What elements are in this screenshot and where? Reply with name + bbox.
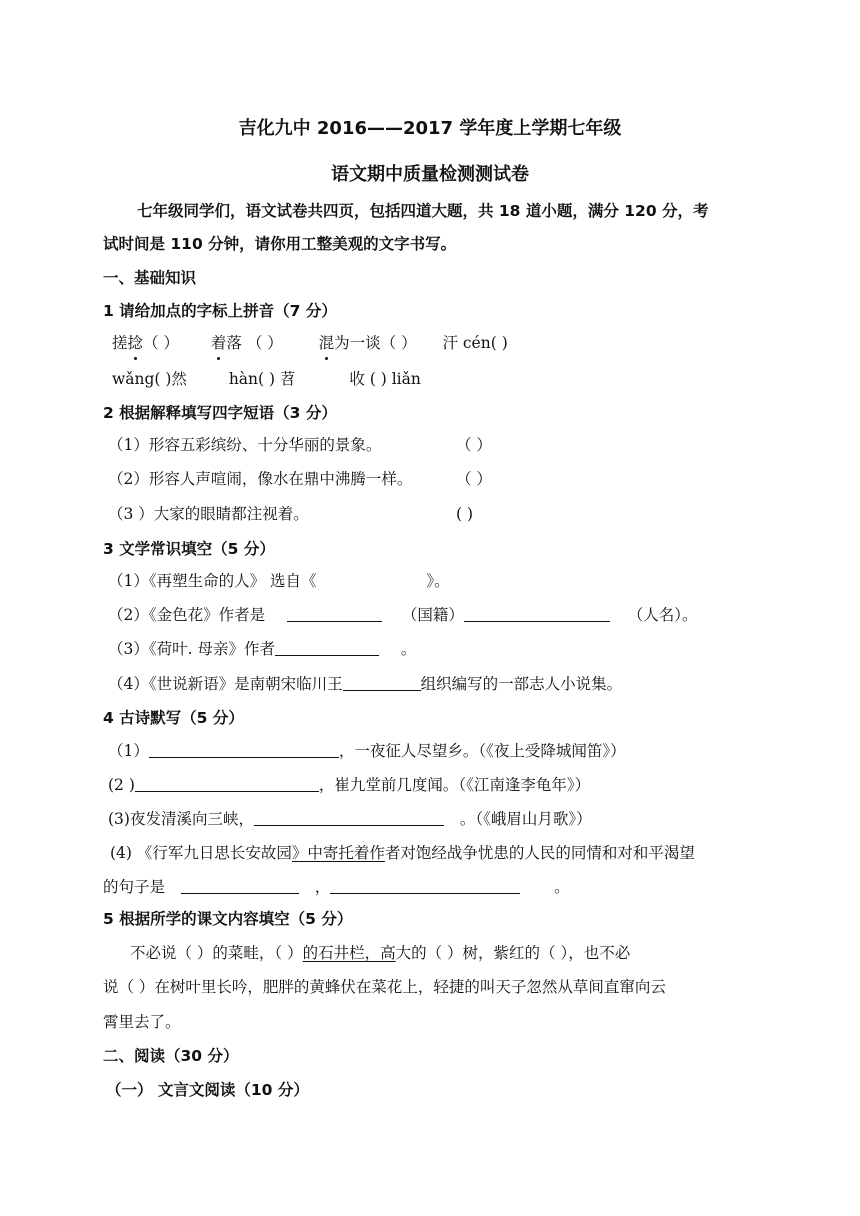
q3-item-3 [108,638,765,660]
q1-dotted-char: 着 [210,334,227,352]
q2-answer-paren[interactable]: （ ） [456,470,492,488]
q4-text: ，崔九堂前几度闻。（《江南逢李龟年》） [318,776,591,794]
q3-text: （人名）。 [627,606,698,624]
q4-text: (2 ) [108,776,135,794]
q5-line1 [130,942,765,964]
q5-line2[interactable]: 说（ ）在树叶里长吟，肥胖的黄蜂伏在菜花上，轻捷的叫天子忽然从草间直窜向云 [103,978,666,996]
q1-pinyin-item[interactable]: wǎng( )然 [112,370,187,388]
q1-pinyin-item[interactable]: 收 ( ) liǎn [349,370,421,388]
q3-text: （4）《世说新语》是南朝宋临川王 [108,675,343,693]
q2-answer-paren[interactable]: ( ) [456,505,474,523]
q3-text: 。 [400,640,417,658]
q5-text[interactable]: 大的（ ）树，紫红的（ ），也不必 [395,944,631,962]
q1-dotted-char: 捻 [127,334,144,352]
q3-text: （1）《再塑生命的人》 选自《 [108,572,317,590]
q4-blank[interactable] [330,877,520,894]
q2-item-text: （1）形容五彩缤纷、十分华丽的景象。 [108,436,382,454]
q1-pinyin-item[interactable]: hàn( ) 苕 [228,370,296,388]
q4-text: （1） [108,742,149,760]
q4-text: ， [314,878,331,896]
q2-item-text: （2）形容人声喧闹，像水在鼎中沸腾一样。 [108,470,413,488]
q1-char: 落 [226,334,242,352]
q1-row1 [112,332,765,354]
q4-item-4 [110,842,765,864]
exam-title-line1: 吉化九中 2016——2017 学年度上学期七年级 [238,118,622,139]
q4-item-4-line2 [103,876,765,898]
q4-underlined-text: 》中寄托着作 [291,844,385,862]
q3-blank-author[interactable] [275,639,379,656]
q4-item-1 [108,740,765,762]
q3-text: （2）《金色花》作者是 [108,606,266,624]
q4-text: 的句子是 [103,878,166,896]
q4-text: 者对饱经战争忧患的人民的同情和对和平渴望 [384,844,695,862]
q4-blank[interactable] [181,877,299,894]
exam-title-line2: 语文期中质量检测测试卷 [331,164,529,185]
q2-item [108,434,765,456]
q3-text: （3）《荷叶. 母亲》作者 [108,640,275,658]
intro-line2: 试时间是 110 分钟，请你用工整美观的文字书写。 [103,235,457,253]
q3-item-4 [108,673,765,695]
q4-blank[interactable] [149,741,339,758]
q2-item [108,503,765,525]
reading1-heading: （一） 文言文阅读（10 分） [106,1081,309,1099]
q3-text: 》。 [426,572,450,590]
q4-text: 。（《峨眉山月歌》） [459,810,592,828]
q4-text: (4) 《行军九日思长安故园 [110,844,292,862]
q4-heading: 4 古诗默写（5 分） [103,709,244,727]
q3-item-2 [108,604,765,626]
q5-text[interactable]: 不必说（ ）的菜畦，（ ） [130,944,303,962]
q4-text: ，一夜征人尽望乡。（《夜上受降城闻笛》） [338,742,626,760]
q1-pinyin-item[interactable]: 汗 cén( ) [442,334,508,352]
q3-text: （国籍） [401,606,464,624]
q4-text: (3)夜发清溪向三峡， [108,810,254,828]
q5-heading: 5 根据所学的课文内容填空（5 分） [103,910,353,928]
q4-item-2 [108,774,765,796]
section1-heading: 一、基础知识 [103,269,197,287]
q2-heading: 2 根据解释填写四字短语（3 分） [103,404,337,422]
q3-blank-country[interactable] [464,605,610,622]
q4-item-3 [108,808,765,830]
q3-text: 组织编写的一部志人小说集。 [420,675,623,693]
q1-heading: 1 请给加点的字标上拼音（7 分） [103,302,337,320]
q1-idiom[interactable]: 为一谈（ ） [334,334,417,352]
q5-underlined-text: 的石井栏，高 [302,944,396,962]
q3-blank-author[interactable] [287,605,382,622]
q2-item [108,468,765,490]
q1-char: 搓 [112,334,128,352]
q1-answer-paren[interactable]: （ ） [143,334,179,352]
q1-row2 [112,368,765,390]
intro-line1: 七年级同学们，语文试卷共四页，包括四道大题，共 18 道小题，满分 120 分，考 [137,202,709,220]
q3-heading: 3 文学常识填空（5 分） [103,540,275,558]
q4-blank[interactable] [254,809,444,826]
q2-answer-paren[interactable]: （ ） [456,436,492,454]
q3-blank-name[interactable] [343,674,421,691]
section2-heading: 二、阅读（30 分） [103,1047,239,1065]
q2-item-text: （3 ）大家的眼睛都注视着。 [108,505,309,523]
q1-dotted-char: 混 [318,334,335,352]
q4-blank[interactable] [135,775,319,792]
q5-line3: 霄里去了。 [103,1013,181,1031]
q1-answer-paren[interactable]: （ ） [246,334,283,352]
q4-text: 。 [554,878,570,896]
q3-item-1 [108,570,765,592]
